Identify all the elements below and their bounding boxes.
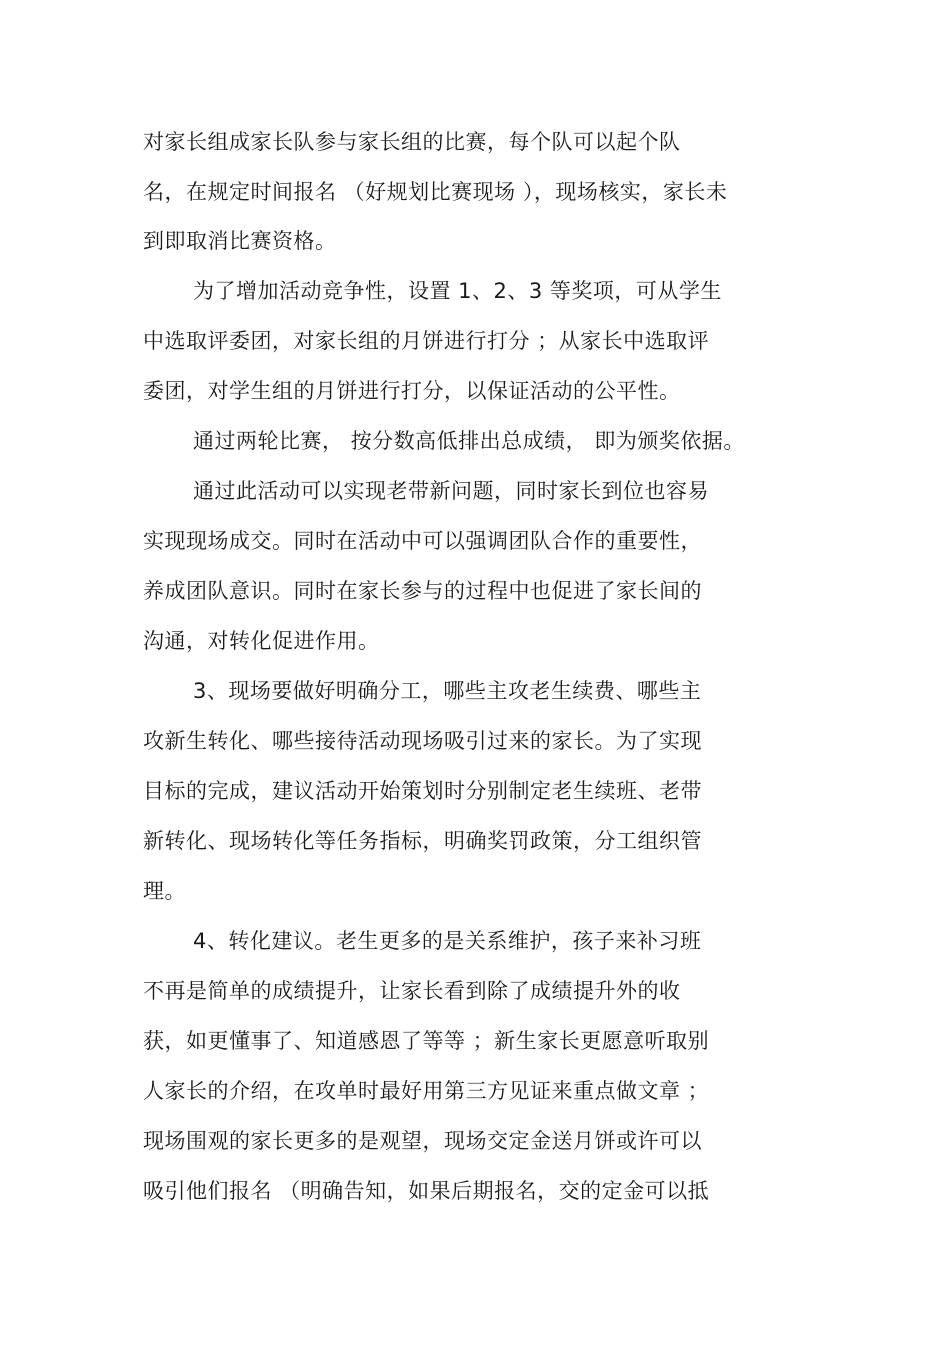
text-line: 到即取消比赛资格。 (143, 229, 337, 253)
text-line: 现场围观的家长更多的是观望，现场交定金送月饼或许可以 (143, 1129, 702, 1153)
text-line: 吸引他们报名 （明确告知，如果后期报名，交的定金可以抵 (143, 1179, 710, 1203)
text-line: 对家长组成家长队参与家长组的比赛，每个队可以起个队 (143, 130, 681, 154)
text-line: 实现现场成交。同时在活动中可以强调团队合作的重要性， (143, 529, 702, 553)
text-line: 名，在规定时间报名 （好规划比赛现场 ），现场核实，家长未 (143, 180, 728, 204)
text-line: 中选取评委团，对家长组的月饼进行打分 ；从家长中选取评 (143, 329, 710, 353)
text-line: 攻新生转化、哪些接待活动现场吸引过来的家长。为了实现 (143, 729, 702, 753)
text-line: 目标的完成，建议活动开始策划时分别制定老生续班、老带 (143, 779, 702, 803)
text-line: 3、现场要做好明确分工，哪些主攻老生续费、哪些主 (193, 679, 702, 703)
text-line: 通过此活动可以实现老带新问题，同时家长到位也容易 (193, 479, 709, 503)
text-line: 人家长的介绍，在攻单时最好用第三方见证来重点做文章 ； (143, 1079, 710, 1103)
text-line: 新转化、现场转化等任务指标，明确奖罚政策，分工组织管 (143, 829, 702, 853)
text-line: 获，如更懂事了、知道感恩了等等 ；新生家长更愿意听取别 (143, 1029, 710, 1053)
text-line: 理。 (143, 879, 186, 903)
text-line: 4、转化建议。老生更多的是关系维护，孩子来补习班 (193, 929, 702, 953)
text-line: 沟通，对转化促进作用。 (143, 629, 380, 653)
text-line: 养成团队意识。同时在家长参与的过程中也促进了家长间的 (143, 579, 702, 603)
text-line: 不再是简单的成绩提升，让家长看到除了成绩提升外的收 (143, 979, 681, 1003)
text-line: 为了增加活动竞争性，设置 1、2、3 等奖项，可从学生 (193, 279, 722, 303)
text-line: 通过两轮比赛， 按分数高低排出总成绩， 即为颁奖依据。 (193, 429, 745, 453)
text-line: 委团，对学生组的月饼进行打分，以保证活动的公平性。 (143, 379, 681, 403)
